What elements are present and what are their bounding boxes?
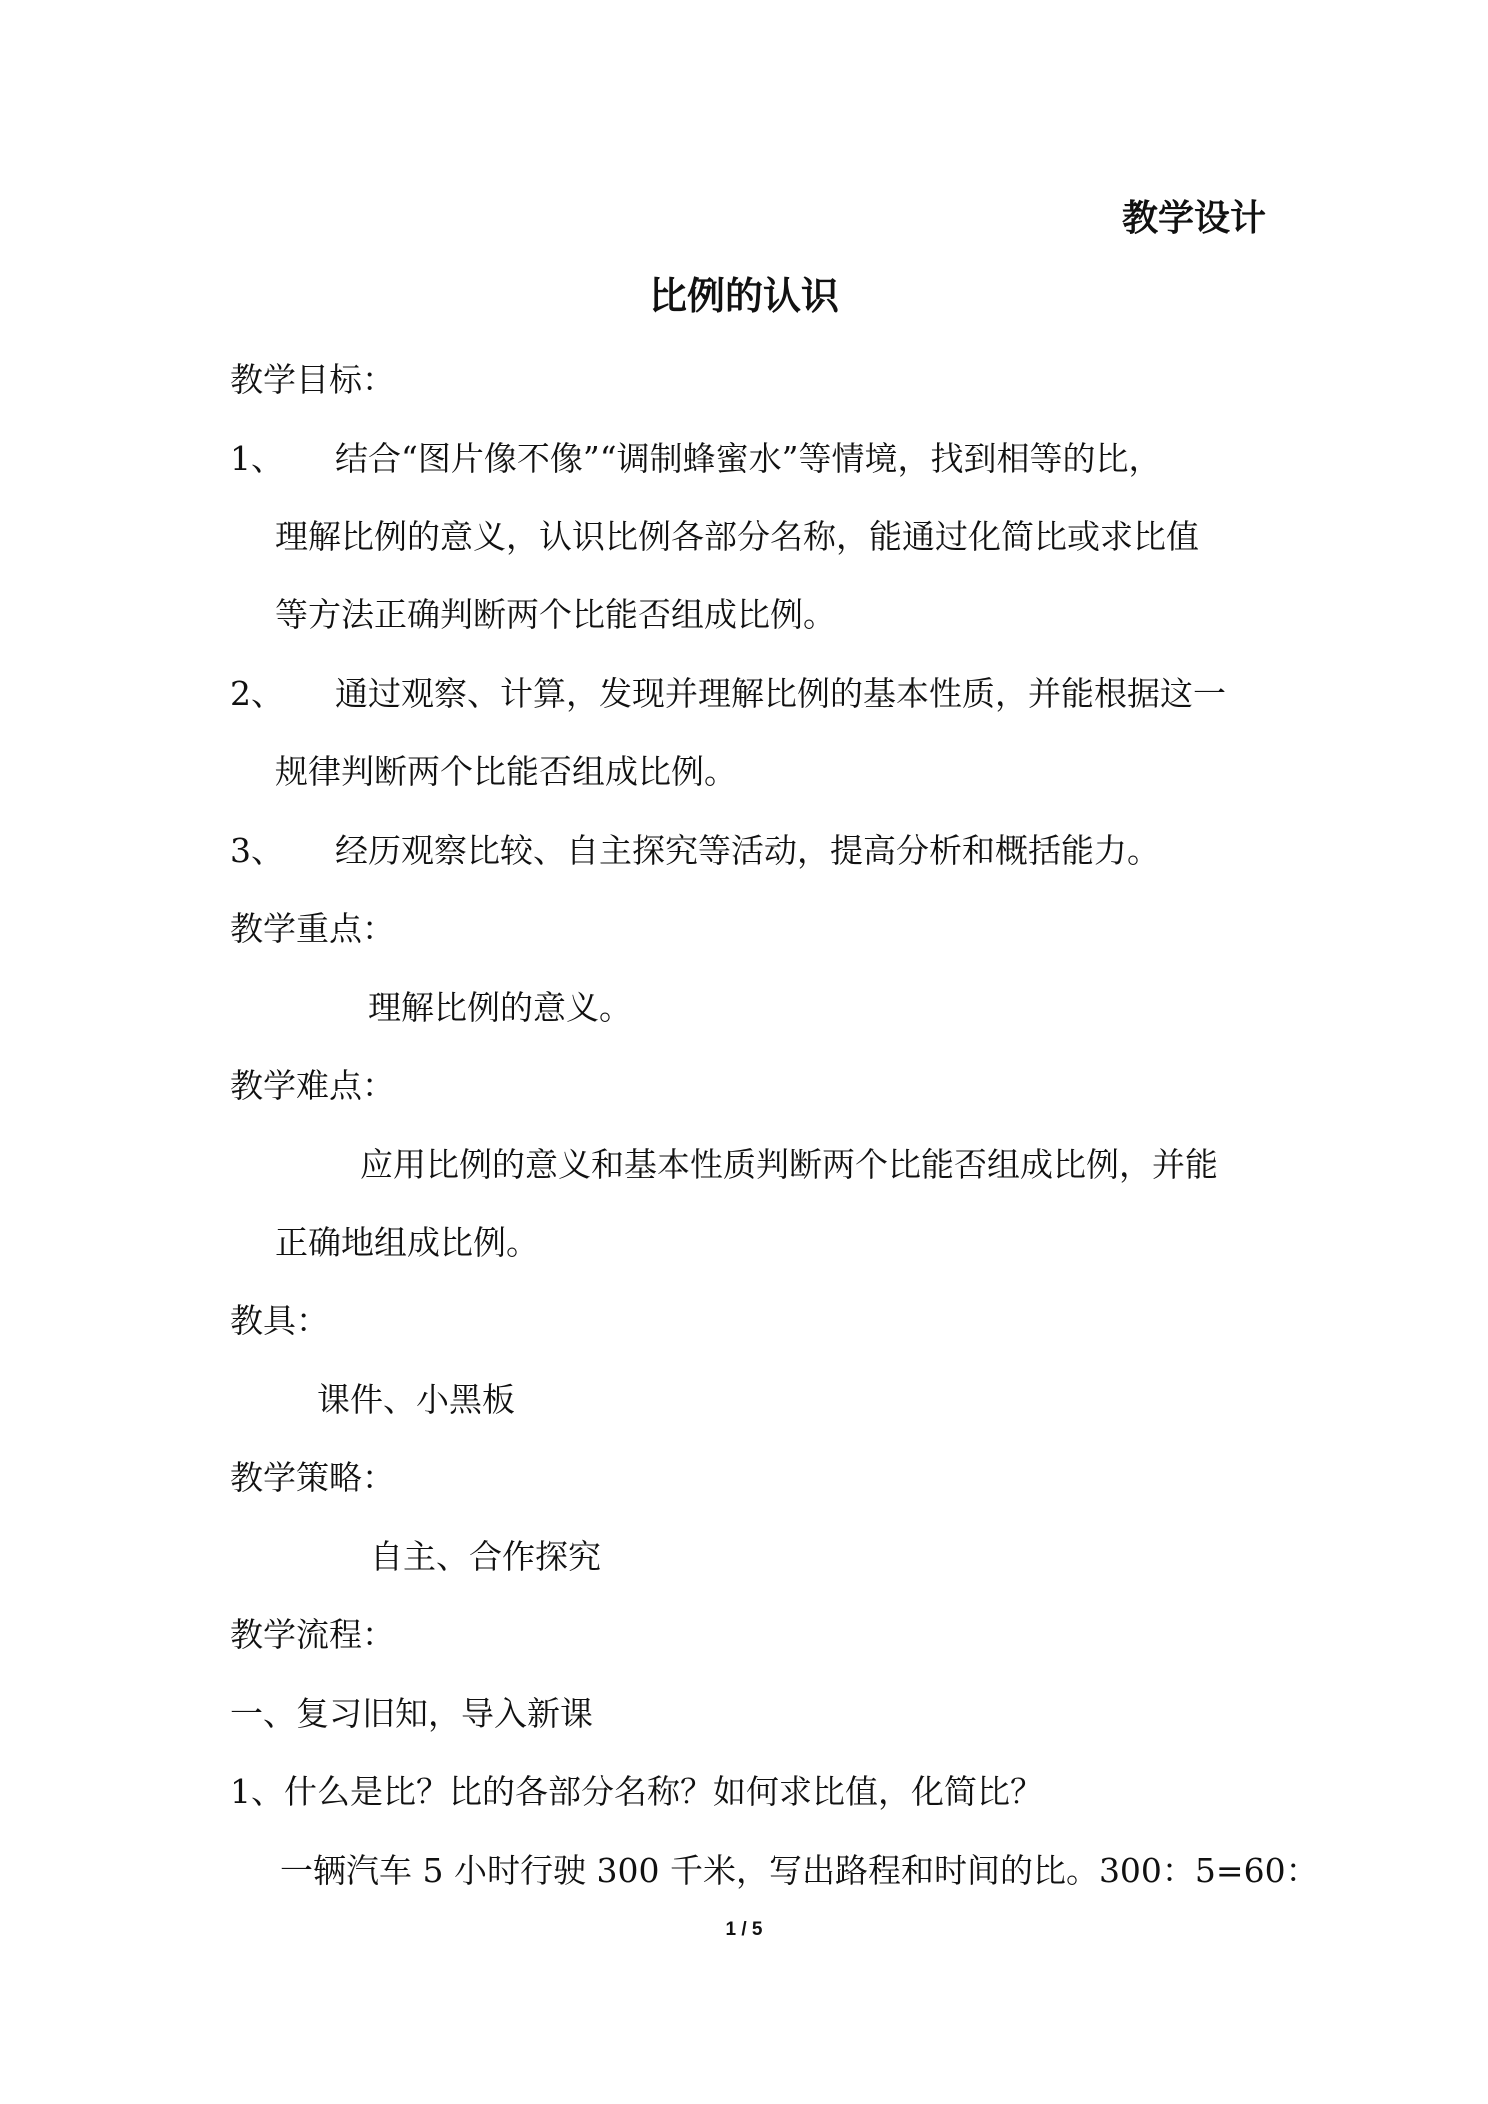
difficulty-line: 正确地组成比例。 (275, 1223, 539, 1262)
process-section-1: 一、复习旧知，导入新课 (230, 1694, 593, 1733)
process-question-1: 1、什么是比？比的各部分名称？如何求比值，化简比？ (230, 1772, 1043, 1811)
objective-line: 经历观察比较、自主探究等活动，提高分析和概括能力。 (335, 831, 1160, 870)
objective-line: 结合“图片像不像”“调制蜂蜜水”等情境，找到相等的比， (335, 439, 1162, 478)
objective-line: 理解比例的意义，认识比例各部分名称，能通过化简比或求比值 (275, 517, 1199, 556)
objective-line: 规律判断两个比能否组成比例。 (275, 752, 737, 791)
objective-line: 通过观察、计算，发现并理解比例的基本性质，并能根据这一 (335, 674, 1226, 713)
page-number: 1 / 5 (725, 1919, 763, 1940)
tools-text: 课件、小黑板 (317, 1380, 515, 1419)
doc-type-heading: 教学设计 (1121, 197, 1266, 239)
objective-number: 2、 (230, 674, 284, 713)
process-heading: 教学流程： (230, 1615, 395, 1654)
key-point-text: 理解比例的意义。 (368, 988, 632, 1027)
objectives-heading: 教学目标： (230, 360, 395, 399)
key-point-heading: 教学重点： (230, 909, 395, 948)
process-question-1-example: 一辆汽车 5 小时行驶 300 千米，写出路程和时间的比。300：5=60： (280, 1851, 1319, 1890)
difficulty-heading: 教学难点： (230, 1066, 395, 1105)
objective-line: 等方法正确判断两个比能否组成比例。 (275, 595, 836, 634)
objective-number: 3、 (230, 831, 284, 870)
tools-heading: 教具： (230, 1301, 329, 1340)
lesson-title: 比例的认识 (648, 273, 839, 318)
strategy-heading: 教学策略： (230, 1458, 395, 1497)
difficulty-line: 应用比例的意义和基本性质判断两个比能否组成比例，并能 (360, 1145, 1218, 1184)
objective-number: 1、 (230, 439, 284, 478)
strategy-text: 自主、合作探究 (370, 1537, 601, 1576)
